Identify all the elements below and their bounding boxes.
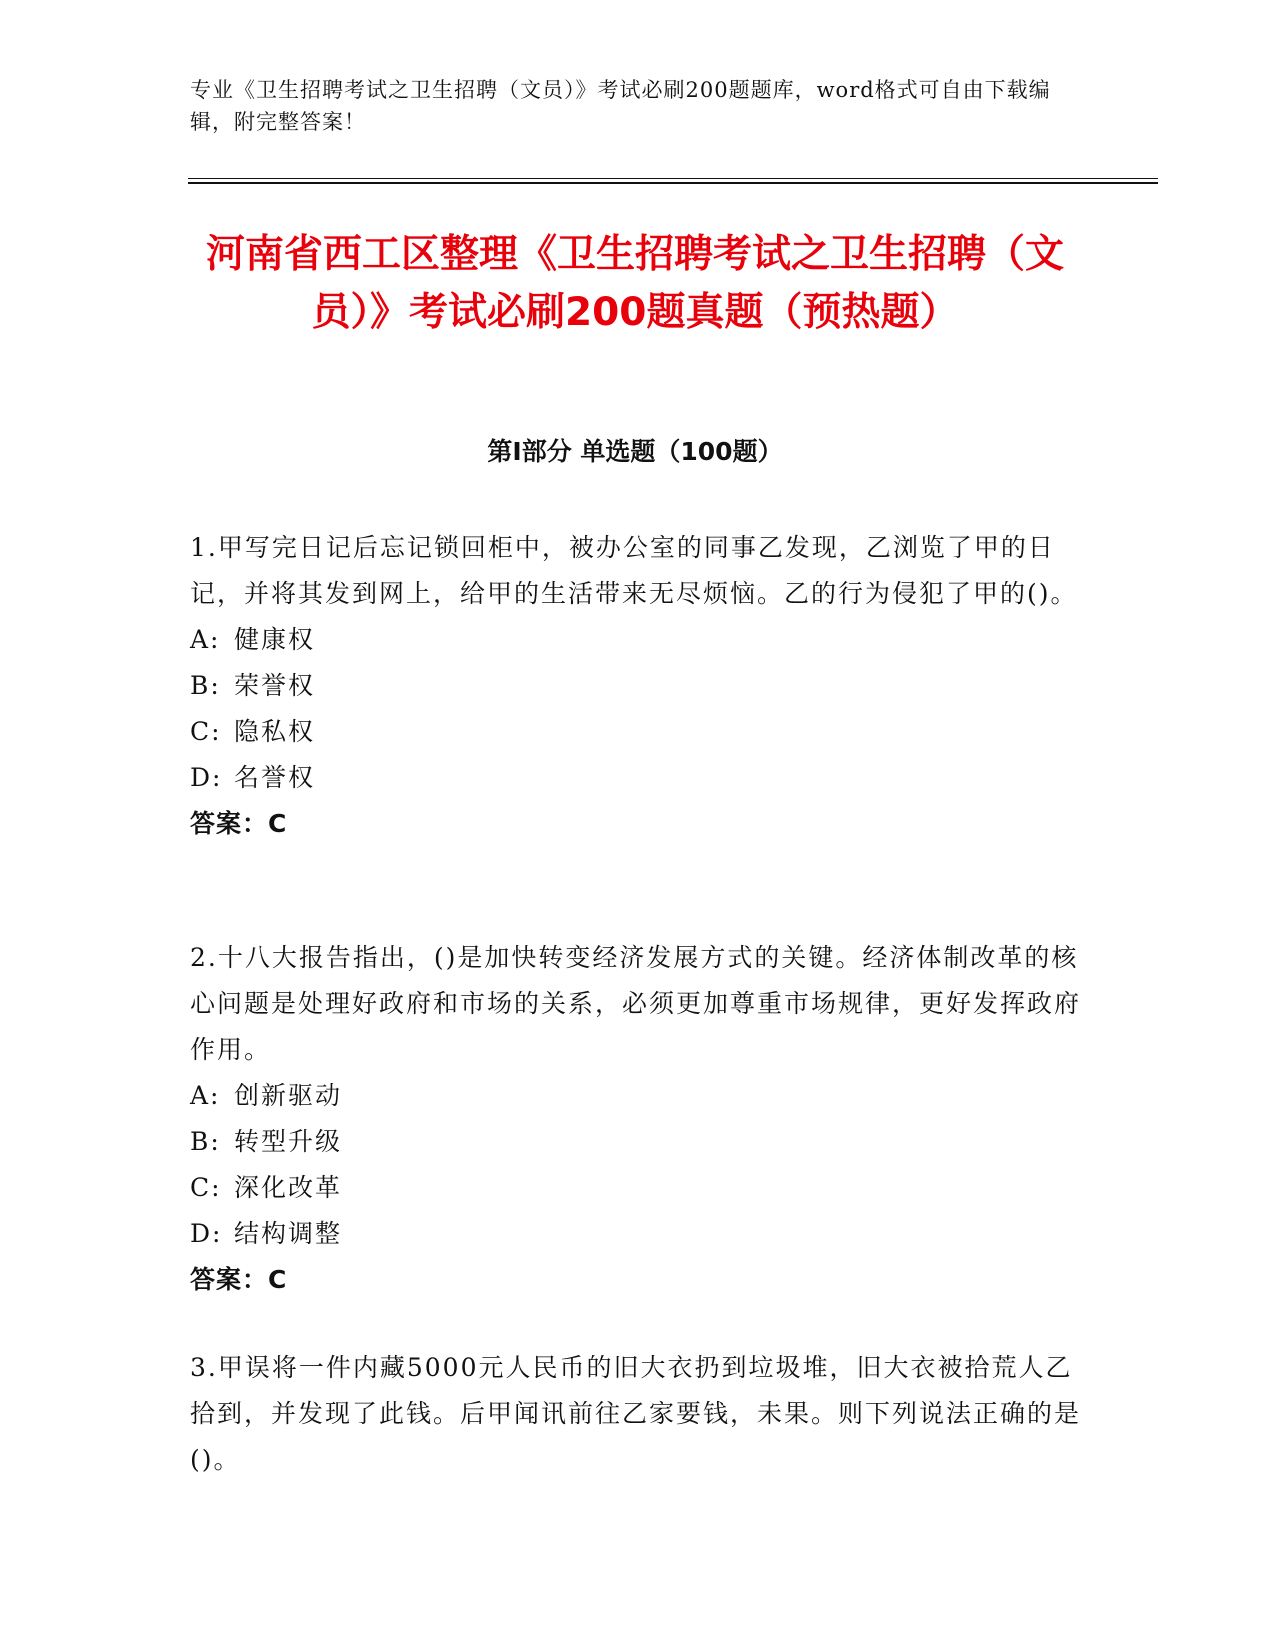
option-a (190, 617, 1090, 663)
option-a (190, 1073, 1090, 1119)
option-d (190, 755, 1090, 801)
option-key: C: (190, 1173, 222, 1202)
question-3 (190, 1345, 1090, 1483)
header-divider (188, 178, 1158, 179)
option-key: A: (190, 1081, 221, 1110)
option-key: B: (190, 671, 221, 700)
option-text: 深化改革 (234, 1173, 343, 1202)
option-b (190, 663, 1090, 709)
option-key: D: (190, 1219, 223, 1248)
question-2 (190, 935, 1090, 1303)
answer: 答案：C (190, 1265, 288, 1294)
header-divider-thick (188, 182, 1158, 184)
question-stem: 2.十八大报告指出，()是加快转变经济发展方式的关键。经济体制改革的核心问题是处理好政府和市场的关系，必须更加尊重市场规律，更好发挥政府作用。 (190, 943, 1082, 1064)
option-text: 创新驱动 (234, 1081, 343, 1110)
option-c (190, 1165, 1090, 1211)
option-c (190, 709, 1090, 755)
option-key: A: (190, 625, 221, 654)
option-text: 健康权 (234, 625, 316, 654)
option-key: B: (190, 1127, 221, 1156)
header-note: 专业《卫生招聘考试之卫生招聘（文员）》考试必刷200题题库，word格式可自由下载编辑，附完整答案！ (190, 78, 1051, 134)
option-text: 转型升级 (234, 1127, 343, 1156)
document-title: 河南省西工区整理《卫生招聘考试之卫生招聘（文员）》考试必刷200题真题（预热题） (205, 232, 1064, 335)
option-text: 荣誉权 (234, 671, 316, 700)
question-stem: 1.甲写完日记后忘记锁回柜中，被办公室的同事乙发现，乙浏览了甲的日记，并将其发到网上，给甲的生活带来无尽烦恼。乙的行为侵犯了甲的()。 (190, 533, 1078, 608)
option-key: D: (190, 763, 223, 792)
answer: 答案：C (190, 809, 288, 838)
option-key: C: (190, 717, 222, 746)
question-stem: 3.甲误将一件内藏5000元人民币的旧大衣扔到垃圾堆，旧大衣被拾荒人乙拾到，并发现了此钱。后甲闻讯前往乙家要钱，未果。则下列说法正确的是()。 (190, 1353, 1082, 1474)
option-b (190, 1119, 1090, 1165)
option-text: 名誉权 (234, 763, 316, 792)
option-text: 结构调整 (234, 1219, 343, 1248)
option-d (190, 1211, 1090, 1257)
option-text: 隐私权 (234, 717, 316, 746)
section-heading: 第I部分 单选题（100题） (487, 437, 783, 466)
question-1 (190, 525, 1090, 847)
